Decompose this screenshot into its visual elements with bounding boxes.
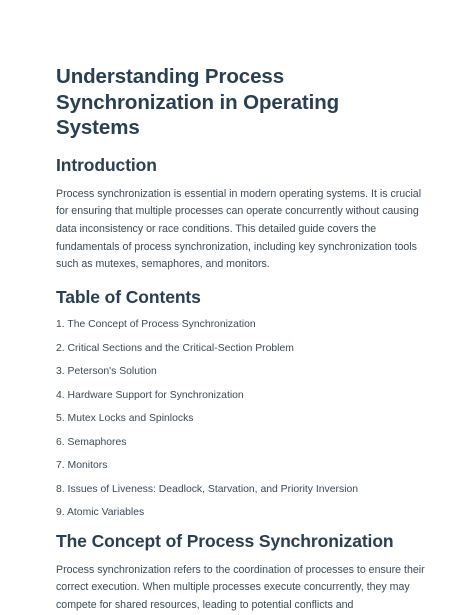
document-title: Understanding Process Synchronization in Operating Systems: [56, 65, 340, 139]
concept-heading: The Concept of Process Synchronization: [56, 530, 394, 551]
concept-paragraph: Process synchronization refers to the coordination of processes to ensure their correct execution. When multiple processes execute concurrently, they may compete for shared resources, leading to potential conflicts and: [56, 563, 425, 611]
introduction-heading: Introduction: [56, 154, 157, 175]
introduction-paragraph: Process synchronization is essential in modern operating systems. It is crucial for ensuring that multiple processes can operate concurrently without causing data inconsistency or race conditions. This detailed guide covers the fundamentals of process synchronization, including key synchronization tools such as mutexes, semaphores, and monitors.: [56, 187, 422, 271]
toc-item: 5. Mutex Locks and Spinlocks: [56, 413, 194, 425]
table-of-contents-list: [56, 318, 426, 520]
table-of-contents-heading: Table of Contents: [56, 287, 201, 308]
toc-item: 2. Critical Sections and the Critical-Section Problem: [56, 342, 294, 354]
toc-item: 6. Semaphores: [56, 436, 127, 448]
toc-item: 1. The Concept of Process Synchronization: [56, 319, 256, 331]
toc-item: 8. Issues of Liveness: Deadlock, Starvation, and Priority Inversion: [56, 483, 359, 495]
toc-item: 7. Monitors: [56, 460, 108, 472]
toc-item: 9. Atomic Variables: [56, 507, 145, 519]
document-content: [56, 64, 426, 615]
toc-item: 3. Peterson's Solution: [56, 366, 157, 378]
toc-item: 4. Hardware Support for Synchronization: [56, 389, 244, 401]
